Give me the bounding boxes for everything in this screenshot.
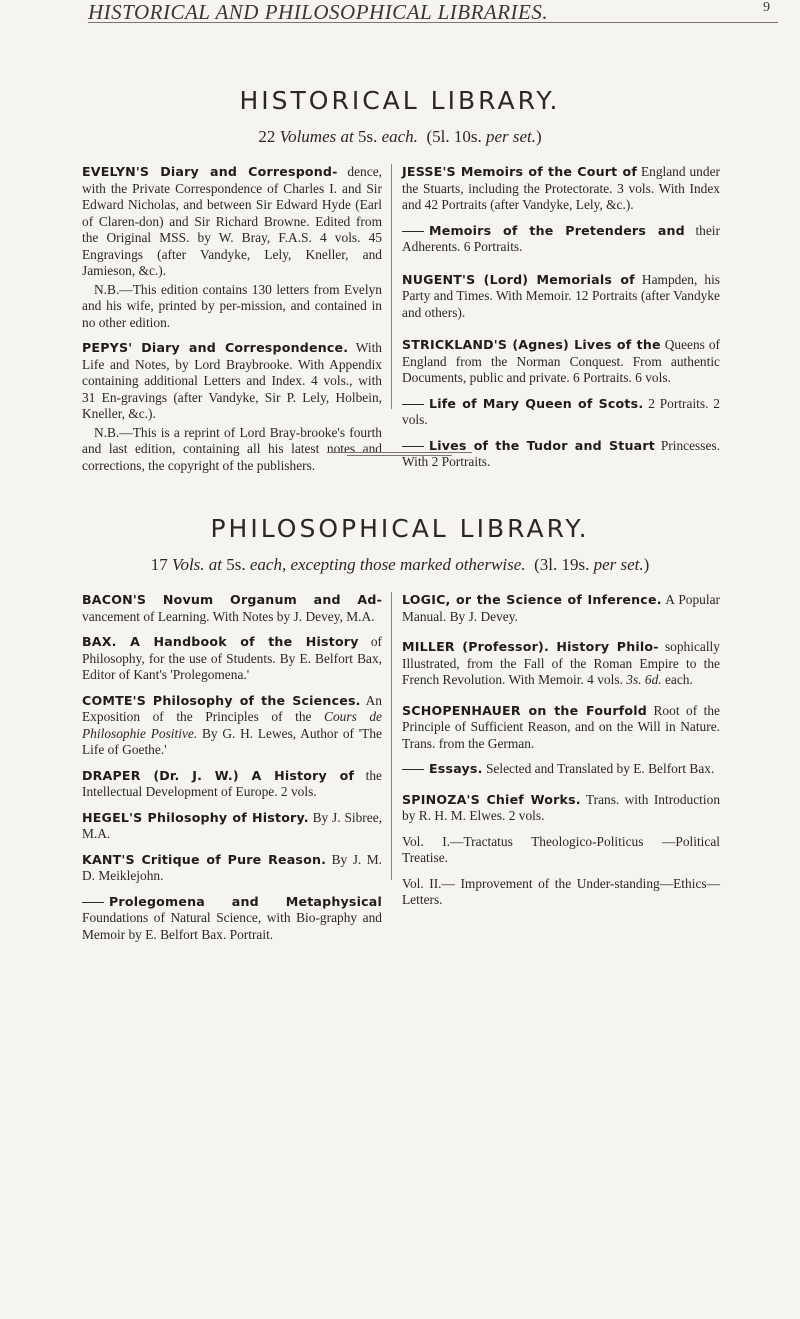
entry-pepys-body: With Life and Notes, by Lord Braybrooke. With Appendix containing additional Letters and Index. 4 vols., with 31 En-gravings (after Vandyke, Sir P. Lely, Holbein, Kneller, &c.). — [82, 340, 382, 421]
philosophical-library-subtitle — [0, 555, 800, 575]
entry-miller-body: sophically Illustrated, from the Fall of the Roman Empire to the French Revolution. With Memoir. 4 vols. — [402, 639, 720, 687]
entry-hegel — [82, 810, 382, 843]
entry-evelyn-body: dence, with the Private Correspondence of Charles I. and Sir Edward Nicholas, and between Sir Edward Hyde (Earl of Claren-don) and Sir Richard Browne. Edited from the Original MSS. by W. Bray, F.A.S. 4 vols. 45 Engravings (after Vandyke, Lely, Kneller, and Jamieson, &c.). — [82, 164, 382, 278]
entry-essays — [402, 761, 720, 778]
entry-hegel-body: By J. Sibree, M.A. — [82, 809, 382, 841]
entry-nugent-heading: NUGENT'S (Lord) Memorials of — [402, 271, 635, 287]
entry-comte-body-2: By G. H. Lewes, Author of 'The Life of Goethe.' — [82, 725, 382, 757]
entry-jesse-heading: JESSE'S Memoirs of the Court of — [402, 164, 638, 179]
historical-column-divider — [391, 164, 392, 409]
entry-mary-heading: Life of Mary Queen of Scots. — [429, 395, 644, 411]
entry-kant-prolegomena-heading: Prolegomena and Metaphysical — [109, 893, 382, 909]
entry-pepys-heading: PEPYS' Diary and Correspondence. — [82, 340, 349, 355]
historical-library-title: HISTORICAL LIBRARY. — [239, 86, 561, 115]
page-header — [0, 0, 800, 50]
entry-evelyn-note: N.B.—This edition contains 130 letters from Evelyn and his wife, printed by per-mission, and contained in no other edition. — [82, 281, 382, 330]
entry-logic — [402, 592, 720, 625]
philosophical-library-title: PHILOSOPHICAL LIBRARY. — [210, 514, 590, 543]
running-head: HISTORICAL AND PHILOSOPHICAL LIBRARIES. — [88, 0, 549, 24]
philosophical-excepting: each, excepting those marked otherwise. — [249, 555, 526, 574]
historical-set-close: ) — [535, 127, 542, 146]
entry-strickland — [402, 337, 720, 387]
philosophical-count: 17 — [150, 555, 168, 574]
ditto-dash — [402, 446, 424, 447]
entry-spinoza-body: Trans. with Introduction by R. H. M. Elwes. 2 vols. — [402, 791, 721, 823]
entry-strickland-body: Queens of England from the Norman Conquest. From authentic Documents, public and private. 6 Portraits. 6 vols. — [402, 337, 720, 385]
historical-per-set: per set. — [485, 127, 536, 146]
entry-logic-heading: LOGIC, or the Science of Inference. — [402, 592, 662, 607]
entry-schopenhauer-heading: SCHOPENHAUER on the Fourfold — [402, 702, 648, 718]
entry-bax-heading: BAX. A Handbook of the History — [82, 634, 359, 649]
philosophical-left-column — [82, 592, 382, 952]
historical-count: 22 — [258, 127, 276, 146]
entry-evelyn — [82, 164, 382, 280]
entry-miller-each: each. — [664, 672, 693, 687]
entry-bacon — [82, 592, 382, 625]
entry-comte-body: An Exposition of the Principles of the — [82, 692, 383, 724]
entry-comte — [82, 693, 382, 759]
entry-bax-body: of Philosophy, for the use of Students. By E. Belfort Bax, Editor of Kant's 'Prolegomena.' — [82, 634, 382, 682]
entry-tudor-heading: Lives of the Tudor and Stuart — [429, 437, 655, 453]
historical-left-column — [82, 164, 382, 483]
entry-miller-heading: MILLER (Professor). History Philo- — [402, 639, 659, 654]
historical-each: each. — [381, 127, 418, 146]
entry-logic-body: A Popular Manual. By J. Devey. — [402, 592, 720, 624]
entry-essays-heading: Essays. — [429, 761, 483, 776]
entry-spinoza-vol1: Vol. I.—Tractatus Theologico-Politicus —Political Treatise. — [402, 833, 720, 865]
entry-miller-price: 3s. 6d. — [626, 672, 662, 687]
historical-volumes-at: Volumes at — [279, 127, 354, 146]
entry-jesse-pretenders-body: their Adherents. 6 Portraits. — [402, 222, 720, 254]
historical-library-subtitle — [0, 127, 800, 147]
philosophical-price: 5s. — [226, 555, 246, 574]
entry-bacon-heading: BACON'S Novum Organum and Ad- — [82, 592, 382, 607]
entry-jesse-pretenders — [402, 223, 720, 256]
philosophical-column-divider — [391, 592, 392, 880]
entry-essays-body: Selected and Translated by E. Belfort Bax. — [485, 761, 715, 776]
historical-price: 5s. — [357, 127, 378, 146]
entry-pepys — [82, 340, 382, 423]
entry-draper — [82, 768, 382, 801]
header-rule — [88, 22, 778, 23]
entry-comte-heading: COMTE'S Philosophy of the Sciences. — [82, 692, 361, 708]
entry-tudor-body: Princesses. With 2 Portraits. — [402, 437, 720, 469]
entry-comte-cours: Cours de Philosophie Positive. — [82, 709, 382, 741]
philosophical-set-price: (3l. 19s. — [534, 555, 590, 574]
entry-strickland-heading: STRICKLAND'S (Agnes) Lives of the — [402, 337, 661, 352]
entry-bacon-body: vancement of Learning. With Notes by J. Devey, M.A. — [82, 608, 375, 624]
entry-kant-heading: KANT'S Critique of Pure Reason. — [82, 851, 327, 867]
philosophical-right-column — [402, 592, 720, 918]
entry-mary-body: 2 Portraits. 2 vols. — [402, 395, 721, 427]
entry-draper-body: the Intellectual Development of Europe. 2 vols. — [82, 767, 382, 799]
philosophical-set-close: ) — [643, 555, 650, 574]
section-end-rule-short — [347, 455, 452, 456]
entry-mary — [402, 396, 720, 429]
entry-nugent — [402, 272, 720, 322]
entry-schopenhauer-body: Root of the Principle of Sufficient Reason, and on the Will in Nature. Trans. from the German. — [402, 702, 720, 751]
entry-kant-prolegomena-body: Foundations of Natural Science, with Bio-graphy and Memoir by E. Belfort Bax. Portrait. — [82, 910, 382, 942]
entry-miller — [402, 639, 720, 689]
historical-set-price: (5l. 10s. — [426, 127, 482, 146]
entry-spinoza — [402, 792, 720, 825]
historical-right-column — [402, 164, 720, 480]
entry-draper-heading: DRAPER (Dr. J. W.) A History of — [82, 767, 355, 783]
entry-jesse — [402, 164, 720, 214]
entry-jesse-pretenders-heading: Memoirs of the Pretenders and — [429, 222, 685, 238]
entry-pepys-note: N.B.—This is a reprint of Lord Bray-brooke's fourth and last edition, containing all his latest notes and corrections, the copyright of the publishers. — [82, 424, 382, 473]
philosophical-vols-at: Vols. at — [171, 555, 222, 574]
entry-kant-prolegomena — [82, 894, 382, 944]
entry-hegel-heading: HEGEL'S Philosophy of History. — [82, 809, 309, 825]
entry-evelyn-heading: EVELYN'S Diary and Correspond- — [82, 164, 338, 179]
entry-schopenhauer — [402, 703, 720, 753]
entry-spinoza-heading: SPINOZA'S Chief Works. — [402, 791, 581, 807]
entry-spinoza-vol2: Vol. II.— Improvement of the Under-standing—Ethics—Letters. — [402, 875, 720, 907]
entry-bax — [82, 634, 382, 684]
entry-kant-body: By J. M. D. Meiklejohn. — [82, 851, 382, 883]
entry-nugent-body: Hampden, his Party and Times. With Memoir. 12 Portraits (after Vandyke and others). — [402, 271, 721, 320]
section-end-rule — [327, 452, 472, 453]
philosophical-per-set: per set. — [593, 555, 644, 574]
ditto-dash — [402, 769, 424, 770]
entry-kant — [82, 852, 382, 885]
ditto-dash — [82, 902, 104, 903]
ditto-dash — [402, 404, 424, 405]
ditto-dash — [402, 231, 424, 232]
entry-jesse-body: England under the Stuarts, including the Protectorate. 3 vols. With Index and 42 Portraits (after Vandyke, Lely, &c.). — [402, 164, 720, 212]
page-number: 9 — [763, 0, 770, 15]
entry-tudor — [402, 438, 720, 471]
